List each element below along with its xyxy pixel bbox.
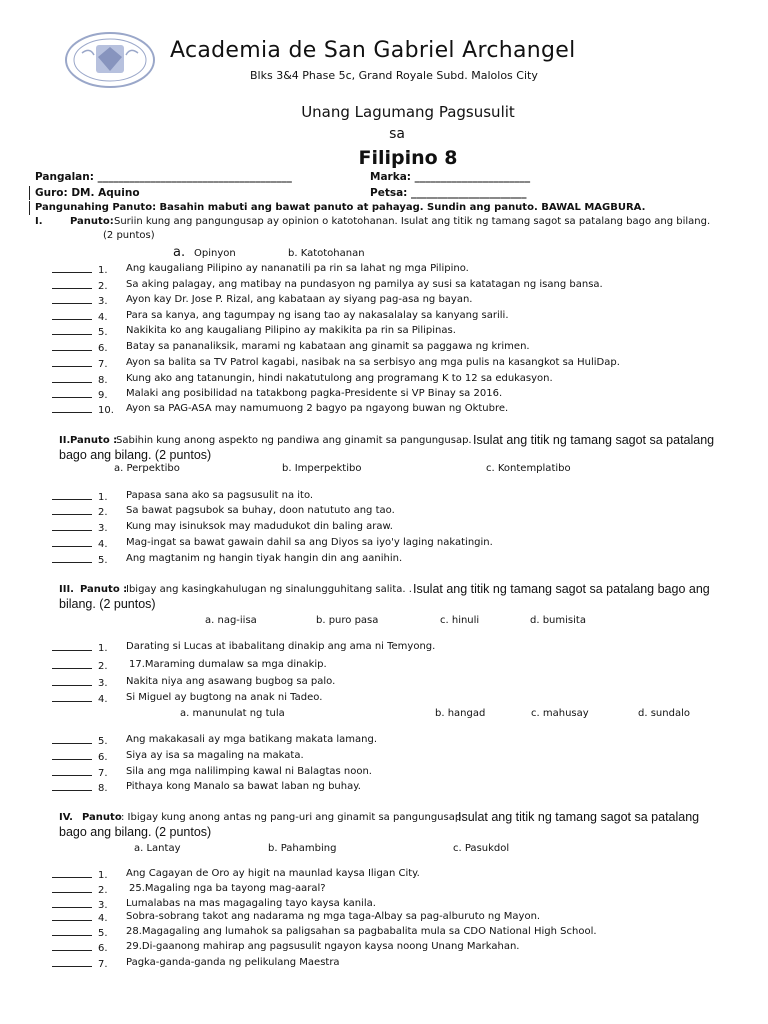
- item-text: Pithaya kong Manalo sa bawat laban ng buhay.: [126, 781, 361, 792]
- list-item[interactable]: 10.: [52, 403, 114, 416]
- sec4-instruction-end: bago ang bilang. (2 puntos): [59, 825, 212, 839]
- school-address: Blks 3&4 Phase 5c, Grand Royale Subd. Malolos City: [250, 69, 538, 82]
- sec2-roman: II.: [59, 435, 71, 446]
- list-item[interactable]: 7.: [52, 357, 108, 370]
- school-name: Academia de San Gabriel Archangel: [170, 38, 576, 63]
- list-item[interactable]: 5.: [52, 553, 108, 566]
- list-item[interactable]: 8.: [52, 373, 108, 386]
- sec2-instruction: Sabihin kung anong aspekto ng pandiwa ang ginamit sa pangungusap.: [116, 435, 472, 446]
- sec3-instruction-end: bilang. (2 puntos): [59, 597, 156, 611]
- sec2-instruction-cont: Isulat ang titik ng tamang sagot sa patalang: [473, 433, 715, 447]
- item-text: Sa aking palagay, ang matibay na pundasyon ng pamilya ay susi sa katatagan ng isang bansa.: [126, 279, 603, 290]
- item-text: Ayon sa PAG-ASA may namumuong 2 bagyo pa ngayong buwan ng Oktubre.: [126, 403, 509, 414]
- sec3-option-d: d. bumisita: [530, 615, 586, 626]
- item-text: Ang magtanim ng hangin tiyak hangin din ang aanihin.: [126, 553, 403, 564]
- sec4-option-c: c. Pasukdol: [453, 843, 510, 854]
- list-item[interactable]: 3.: [52, 676, 108, 689]
- list-item[interactable]: 4.: [52, 911, 108, 924]
- subject-title: Filipino 8: [358, 147, 458, 169]
- sec3-option-b: b. puro pasa: [316, 615, 379, 626]
- item-text: 28.Magagaling ang lumahok sa paligsahan sa pagbabalita mula sa CDO National High School.: [126, 926, 597, 937]
- sec1-option-b: b. Katotohanan: [288, 248, 365, 259]
- item-text: Papasa sana ako sa pagsusulit na ito.: [126, 490, 314, 501]
- main-instruction: Pangunahing Panuto: Basahin mabuti ang bawat panuto at pahayag. Sundin ang panuto. BAWAL MAGBURA.: [35, 202, 646, 213]
- exam-title-sa: sa: [389, 126, 405, 142]
- list-item[interactable]: 6.: [52, 750, 108, 763]
- list-item[interactable]: 7.: [52, 766, 108, 779]
- item-text: 25.Magaling nga ba tayong mag-aaral?: [129, 883, 326, 894]
- sec4-roman: IV.: [59, 812, 73, 823]
- item-text: Ayon sa balita sa TV Patrol kagabi, nasibak na sa serbisyo ang mga pulis na kasangkot sa HuliDap.: [126, 357, 620, 368]
- margin-bar: [29, 201, 30, 215]
- list-item[interactable]: 8.: [52, 781, 108, 794]
- petsa-field[interactable]: Petsa: ______________________: [370, 187, 527, 199]
- list-item[interactable]: 3.: [52, 294, 108, 307]
- sec3-option2-b: b. hangad: [435, 708, 486, 719]
- sec2-option-b: b. Imperpektibo: [282, 463, 362, 474]
- list-item[interactable]: 1.: [52, 263, 108, 276]
- item-text: Siya ay isa sa magaling na makata.: [126, 750, 304, 761]
- exam-title: Unang Lagumang Pagsusulit: [301, 103, 515, 121]
- list-item[interactable]: 5.: [52, 926, 108, 939]
- sec3-panuto-label: Panuto :: [80, 584, 128, 595]
- list-item[interactable]: 3.: [52, 898, 108, 911]
- list-item[interactable]: 5.: [52, 325, 108, 338]
- sec3-roman: III.: [59, 584, 74, 595]
- item-text: Sobra-sobrang takot ang nadarama ng mga taga-Albay sa pag-alburuto ng Mayon.: [126, 911, 541, 922]
- item-text: Nakita niya ang asawang bugbog sa palo.: [126, 676, 336, 687]
- item-text: 17.Maraming dumalaw sa mga dinakip.: [129, 659, 327, 670]
- item-text: Ang makakasali ay mga batikang makata lamang.: [126, 734, 378, 745]
- list-item[interactable]: 1.: [52, 868, 108, 881]
- sec3-option2-d: d. sundalo: [638, 708, 690, 719]
- sec2-panuto-label: Panuto :: [70, 435, 118, 446]
- sec2-instruction-end: bago ang bilang. (2 puntos): [59, 448, 212, 462]
- sec3-option-a: a. nag-iisa: [205, 615, 257, 626]
- list-item[interactable]: 4.: [52, 537, 108, 550]
- sec3-instruction: Ibigay ang kasingkahulugan ng sinalungguhitang salita. .: [126, 584, 412, 595]
- list-item[interactable]: 9.: [52, 388, 108, 401]
- item-text: Kung ako ang tatanungin, hindi nakatutulong ang programang K to 12 sa edukasyon.: [126, 373, 553, 384]
- sec4-instruction-cont: Isulat ang titik ng tamang sagot sa patalang: [458, 810, 700, 824]
- sec1-option-a-letter: a.: [173, 245, 186, 260]
- list-item[interactable]: 4.: [52, 310, 108, 323]
- guro-field: Guro: DM. Aquino: [35, 187, 140, 199]
- sec1-panuto-label: Panuto:: [70, 216, 114, 227]
- item-text: Kung may isinuksok may madudukot din baling araw.: [126, 521, 393, 532]
- sec2-option-a: a. Perpektibo: [114, 463, 180, 474]
- list-item[interactable]: 2.: [52, 279, 108, 292]
- item-text: Nakikita ko ang kaugaliang Pilipino ay makikita pa rin sa Pilipinas.: [126, 325, 456, 336]
- item-text: Lumalabas na mas magagaling tayo kaysa kanila.: [126, 898, 376, 909]
- sec4-option-a: a. Lantay: [134, 843, 181, 854]
- pangalan-field[interactable]: Pangalan: _____________________________________: [35, 171, 292, 183]
- item-text: Darating si Lucas at ibabalitang dinakip ang ama ni Temyong.: [126, 641, 436, 652]
- sec3-option-c: c. hinuli: [440, 615, 480, 626]
- list-item[interactable]: 1.: [52, 641, 108, 654]
- sec3-option2-a: a. manunulat ng tula: [180, 708, 285, 719]
- sec4-instruction: : Ibigay kung anong antas ng pang-uri ang ginamit sa pangungusap.: [121, 812, 465, 823]
- list-item[interactable]: 2.: [52, 505, 108, 518]
- sec1-instruction: Suriin kung ang pangungusap ay opinion o katotohanan. Isulat ang titik ng tamang sagot sa patalang bago ang bilang.: [114, 216, 711, 227]
- list-item[interactable]: 2.: [52, 659, 108, 672]
- sec4-option-b: b. Pahambing: [268, 843, 337, 854]
- margin-bar: [29, 186, 30, 200]
- school-seal-logo: [64, 31, 156, 89]
- item-text: Ang kaugaliang Pilipino ay nananatili pa rin sa lahat ng mga Pilipino.: [126, 263, 469, 274]
- item-text: 29.Di-gaanong mahirap ang pagsusulit ngayon kaysa noong Unang Markahan.: [126, 941, 520, 952]
- item-text: Si Miguel ay bugtong na anak ni Tadeo.: [126, 692, 323, 703]
- sec1-points: (2 puntos): [103, 230, 155, 241]
- sec1-option-a: Opinyon: [194, 248, 236, 259]
- list-item[interactable]: 3.: [52, 521, 108, 534]
- list-item[interactable]: 7.: [52, 957, 108, 970]
- sec1-roman: I.: [35, 216, 43, 227]
- sec4-panuto-label: Panuto: [82, 812, 122, 823]
- list-item[interactable]: 1.: [52, 490, 108, 503]
- list-item[interactable]: 2.: [52, 883, 108, 896]
- item-text: Malaki ang posibilidad na tatakbong pagka-Presidente si VP Binay sa 2016.: [126, 388, 503, 399]
- list-item[interactable]: 6.: [52, 341, 108, 354]
- item-text: Para sa kanya, ang tagumpay ng isang tao ay nakasalalay sa kanyang sarili.: [126, 310, 509, 321]
- list-item[interactable]: 6.: [52, 941, 108, 954]
- item-text: Sila ang mga nalilimping kawal ni Balagtas noon.: [126, 766, 372, 777]
- sec3-option2-c: c. mahusay: [531, 708, 589, 719]
- list-item[interactable]: 4.: [52, 692, 108, 705]
- list-item[interactable]: 5.: [52, 734, 108, 747]
- item-text: Batay sa pananaliksik, marami ng kabataan ang ginamit sa paggawa ng krimen.: [126, 341, 530, 352]
- item-text: Sa bawat pagsubok sa buhay, doon natututo ang tao.: [126, 505, 395, 516]
- sec3-instruction-cont: Isulat ang titik ng tamang sagot sa patalang bago ang: [413, 582, 710, 596]
- marka-field[interactable]: Marka: ______________________: [370, 171, 531, 183]
- item-text: Pagka-ganda-ganda ng pelikulang Maestra: [126, 957, 340, 968]
- item-text: Mag-ingat sa bawat gawain dahil sa ang Diyos sa iyo'y laging nakatingin.: [126, 537, 493, 548]
- sec2-option-c: c. Kontemplatibo: [486, 463, 571, 474]
- item-text: Ayon kay Dr. Jose P. Rizal, ang kabataan ay siyang pag-asa ng bayan.: [126, 294, 473, 305]
- item-text: Ang Cagayan de Oro ay higit na maunlad kaysa Iligan City.: [126, 868, 420, 879]
